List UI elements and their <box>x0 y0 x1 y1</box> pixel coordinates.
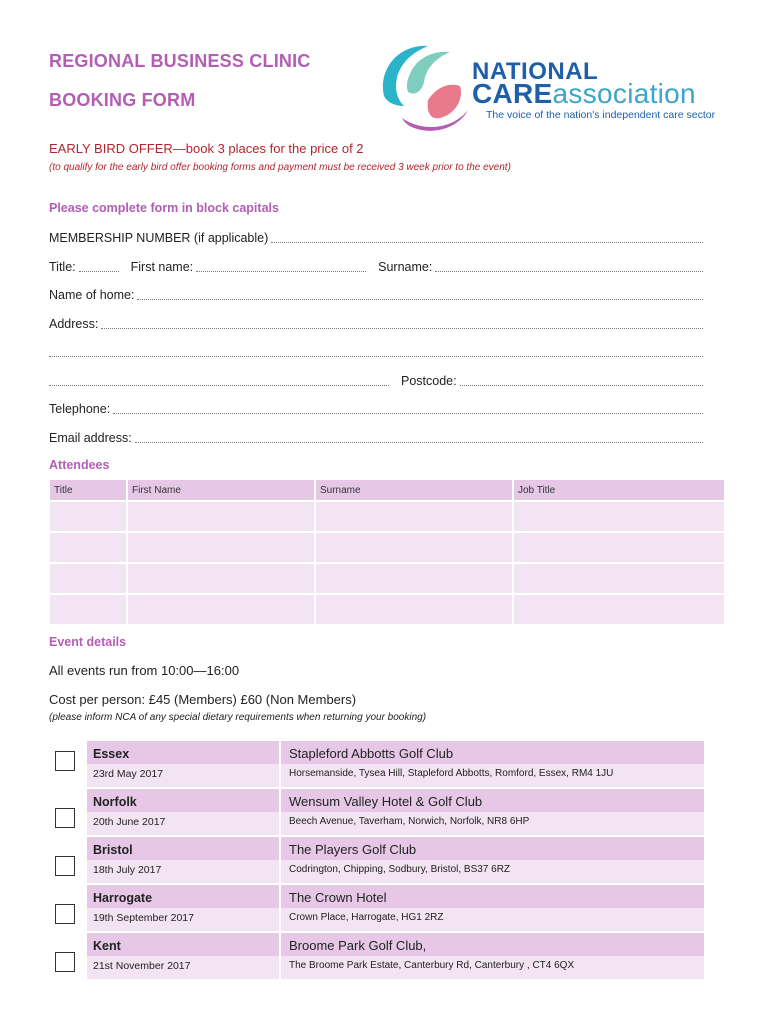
address-row-2 <box>49 343 703 359</box>
address-field-1[interactable] <box>101 318 703 329</box>
title-label: Title: <box>49 260 76 274</box>
event-checkbox[interactable] <box>55 751 75 771</box>
event-city: Harrogate <box>93 891 153 905</box>
event-checkbox[interactable] <box>55 904 75 924</box>
attendee-title-cell[interactable] <box>50 564 126 593</box>
attendee-row <box>50 595 724 624</box>
telephone-label: Telephone: <box>49 402 111 416</box>
event-venue: The Players Golf Club <box>289 842 417 857</box>
event-venue: Broome Park Golf Club, <box>289 938 427 953</box>
logo-word-care-association <box>472 78 696 110</box>
email-label: Email address: <box>49 431 132 445</box>
event-address: Beech Avenue, Taverham, Norwich, Norfolk, NR8 6HP <box>289 816 530 827</box>
event-item-essex <box>51 741 704 787</box>
early-bird-offer: EARLY BIRD OFFER—book 3 places for the price of 2 <box>49 141 364 156</box>
attendee-surname-cell[interactable] <box>316 502 512 531</box>
form-title-line1: REGIONAL BUSINESS CLINIC <box>49 51 311 71</box>
event-address: The Broome Park Estate, Canterbury Rd, Canterbury , CT4 6QX <box>289 960 575 971</box>
attendee-first-name-cell[interactable] <box>128 595 314 624</box>
postcode-field[interactable] <box>460 375 703 386</box>
surname-field[interactable] <box>435 261 703 272</box>
form-title-line2: BOOKING FORM <box>49 90 196 110</box>
logo-tagline: The voice of the nation's independent care sector <box>486 109 716 121</box>
attendee-first-name-cell[interactable] <box>128 564 314 593</box>
telephone-field[interactable] <box>113 403 703 414</box>
dietary-note: (please inform NCA of any special dietary requirements when returning your booking) <box>49 712 427 723</box>
attendee-job-title-cell[interactable] <box>514 595 724 624</box>
attendee-title-cell[interactable] <box>50 502 126 531</box>
attendee-title-cell[interactable] <box>50 595 126 624</box>
logo-word-association: association <box>552 78 696 109</box>
event-checkbox[interactable] <box>55 808 75 828</box>
title-field[interactable] <box>79 261 119 272</box>
attendee-surname-cell[interactable] <box>316 533 512 562</box>
surname-label: Surname: <box>378 260 433 274</box>
event-date: 23rd May 2017 <box>93 768 164 780</box>
name-row <box>49 258 703 274</box>
event-venue: Stapleford Abbotts Golf Club <box>289 746 454 761</box>
event-checkbox[interactable] <box>55 856 75 876</box>
first-name-field[interactable] <box>196 261 366 272</box>
event-item-bristol <box>51 837 704 883</box>
attendee-surname-cell[interactable] <box>316 595 512 624</box>
event-city: Norfolk <box>93 795 137 809</box>
attendees-table <box>48 478 726 626</box>
postcode-label: Postcode: <box>401 374 457 388</box>
attendee-row <box>50 564 724 593</box>
event-address: Horsemanside, Tysea Hill, Stapleford Abbotts, Romford, Essex, RM4 1JU <box>289 768 614 779</box>
email-row <box>49 429 703 445</box>
event-date: 19th September 2017 <box>93 912 194 924</box>
address-field-2[interactable] <box>49 346 703 357</box>
email-field[interactable] <box>135 432 703 443</box>
col-surname: Surname <box>316 480 512 500</box>
attendee-first-name-cell[interactable] <box>128 502 314 531</box>
event-item-kent <box>51 933 704 979</box>
attendees-heading: Attendees <box>49 458 110 472</box>
nca-logo-icon <box>378 40 473 132</box>
col-title: Title <box>50 480 126 500</box>
membership-row <box>49 229 703 245</box>
col-job-title: Job Title <box>514 480 724 500</box>
first-name-label: First name: <box>130 260 194 274</box>
early-bird-note: (to qualify for the early bird offer booking forms and payment must be received 3 week prior to the event) <box>49 162 511 173</box>
event-date: 21st November 2017 <box>93 960 191 972</box>
membership-label: MEMBERSHIP NUMBER (if applicable) <box>49 231 269 245</box>
event-date: 18th July 2017 <box>93 864 162 876</box>
event-address: Crown Place, Harrogate, HG1 2RZ <box>289 912 444 923</box>
form-instruction: Please complete form in block capitals <box>49 201 279 215</box>
home-label: Name of home: <box>49 288 135 302</box>
event-city: Essex <box>93 747 130 761</box>
home-field[interactable] <box>137 289 703 300</box>
event-city: Kent <box>93 939 121 953</box>
attendee-job-title-cell[interactable] <box>514 533 724 562</box>
event-item-harrogate <box>51 885 704 931</box>
event-date: 20th June 2017 <box>93 816 166 828</box>
address-row <box>49 315 703 331</box>
attendees-header-row <box>50 480 724 500</box>
attendee-job-title-cell[interactable] <box>514 564 724 593</box>
event-venue: The Crown Hotel <box>289 890 387 905</box>
event-address: Codrington, Chipping, Sodbury, Bristol, BS37 6RZ <box>289 864 511 875</box>
attendee-title-cell[interactable] <box>50 533 126 562</box>
attendee-first-name-cell[interactable] <box>128 533 314 562</box>
event-venue: Wensum Valley Hotel & Golf Club <box>289 794 483 809</box>
event-details-heading: Event details <box>49 635 127 649</box>
col-first-name: First Name <box>128 480 314 500</box>
attendee-job-title-cell[interactable] <box>514 502 724 531</box>
logo-word-national: NATIONAL <box>472 58 599 85</box>
address-postcode-row <box>49 372 703 388</box>
event-checkbox[interactable] <box>55 952 75 972</box>
logo-word-care: CARE <box>472 78 553 109</box>
address-label: Address: <box>49 317 99 331</box>
telephone-row <box>49 400 703 416</box>
event-item-norfolk <box>51 789 704 835</box>
membership-field[interactable] <box>271 232 703 243</box>
event-city: Bristol <box>93 843 133 857</box>
attendee-row <box>50 533 724 562</box>
event-cost: Cost per person: £45 (Members) £60 (Non Members) <box>49 692 357 707</box>
address-field-3[interactable] <box>49 375 389 386</box>
attendee-row <box>50 502 724 531</box>
attendee-surname-cell[interactable] <box>316 564 512 593</box>
event-times: All events run from 10:00—16:00 <box>49 663 240 678</box>
home-row <box>49 286 703 302</box>
